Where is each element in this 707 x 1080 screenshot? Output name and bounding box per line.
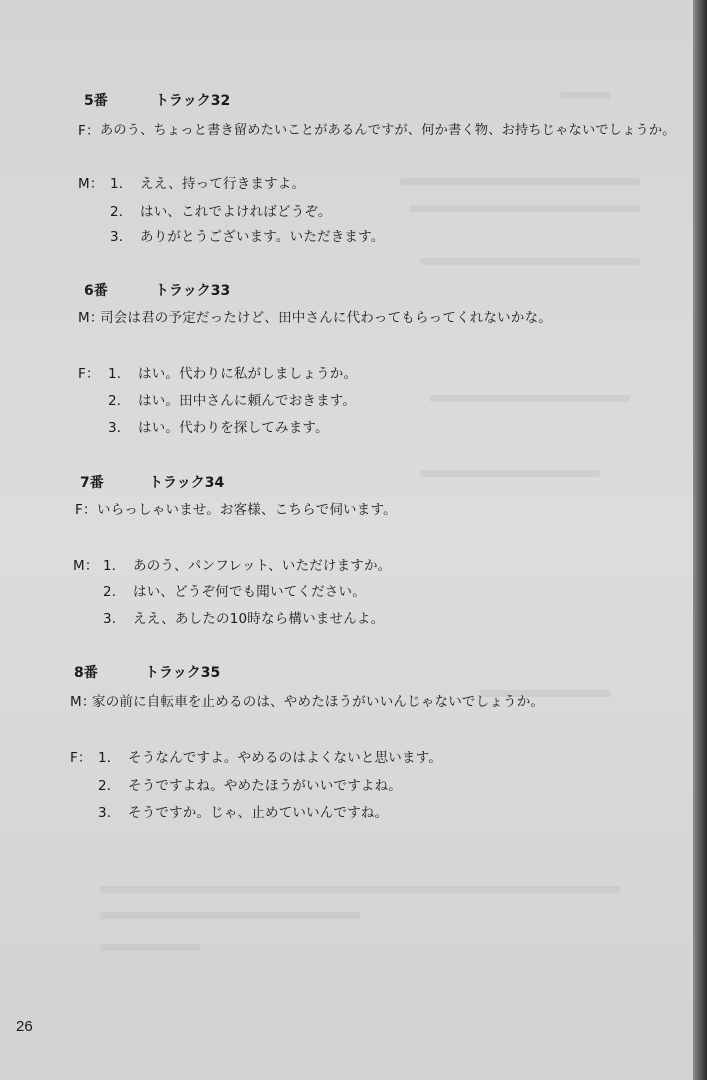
option-text: はい。田中さんに頼んでおきます。 bbox=[138, 393, 357, 409]
page-number: 26 bbox=[16, 1018, 33, 1035]
bleed-through bbox=[560, 92, 610, 99]
option-text: ええ、持って行きますよ。 bbox=[140, 176, 306, 192]
prompt-text: 家の前に自転車を止めるのは、やめたほうがいいんじゃないでしょうか。 bbox=[92, 694, 545, 710]
option-text: ありがとうございます。いただきます。 bbox=[140, 229, 385, 245]
option-text: あのう、パンフレット、いただけますか。 bbox=[133, 558, 392, 574]
option-number: 2． bbox=[110, 204, 133, 220]
option-text: はい。代わりに私がしましょうか。 bbox=[138, 366, 358, 382]
option-number: 2． bbox=[103, 584, 126, 600]
bleed-through bbox=[100, 912, 360, 919]
option-number: 1． bbox=[103, 558, 126, 574]
question-number: 7番 bbox=[80, 475, 104, 491]
bleed-through bbox=[100, 944, 200, 951]
track-label: トラック35 bbox=[145, 665, 221, 681]
bleed-through bbox=[420, 470, 600, 477]
option-number: 3． bbox=[103, 611, 126, 627]
speaker-label: M： bbox=[70, 694, 96, 710]
bleed-through bbox=[400, 178, 640, 185]
option-text: はい、これでよければどうぞ。 bbox=[140, 204, 332, 220]
option-text: はい、どうぞ何でも聞いてください。 bbox=[133, 584, 366, 600]
option-number: 2． bbox=[98, 778, 121, 794]
bleed-through bbox=[410, 205, 640, 212]
speaker-label: F： bbox=[70, 750, 92, 766]
track-label: トラック33 bbox=[155, 283, 231, 299]
question-number: 6番 bbox=[84, 283, 108, 299]
option-number: 2． bbox=[108, 393, 131, 409]
question-number: 5番 bbox=[84, 93, 108, 109]
option-number: 1． bbox=[98, 750, 121, 766]
option-text: そうですよね。やめたほうがいいですよね。 bbox=[128, 778, 402, 794]
speaker-label: F： bbox=[78, 123, 100, 139]
option-text: そうですか。じゃ、止めていいんですね。 bbox=[128, 805, 389, 821]
option-number: 1． bbox=[108, 366, 131, 382]
speaker-label: M： bbox=[73, 558, 99, 574]
speaker-label: M： bbox=[78, 176, 104, 192]
option-number: 3． bbox=[108, 420, 131, 436]
speaker-label: M： bbox=[78, 310, 104, 326]
track-label: トラック34 bbox=[149, 475, 225, 491]
option-text: はい。代わりを探してみます。 bbox=[138, 420, 329, 436]
option-number: 3． bbox=[98, 805, 121, 821]
prompt-text: 司会は君の予定だったけど、田中さんに代わってもらってくれないかな。 bbox=[100, 310, 552, 326]
prompt-text: いらっしゃいませ。お客様、こちらで伺います。 bbox=[97, 502, 397, 518]
speaker-label: F： bbox=[75, 502, 97, 518]
question-number: 8番 bbox=[74, 665, 98, 681]
bleed-through bbox=[430, 395, 630, 402]
book-spine-edge bbox=[693, 0, 707, 1080]
option-text: そうなんですよ。やめるのはよくないと思います。 bbox=[128, 750, 443, 766]
option-number: 1． bbox=[110, 176, 133, 192]
track-label: トラック32 bbox=[155, 93, 231, 109]
bleed-through bbox=[100, 886, 620, 893]
option-number: 3． bbox=[110, 229, 133, 245]
bleed-through bbox=[420, 258, 640, 265]
option-text: ええ、あしたの10時なら構いませんよ。 bbox=[133, 611, 385, 627]
speaker-label: F： bbox=[78, 366, 100, 382]
prompt-text: あのう、ちょっと書き留めたいことがあるんですが、何か書く物、お持ちじゃないでしょうか。 bbox=[100, 123, 676, 138]
